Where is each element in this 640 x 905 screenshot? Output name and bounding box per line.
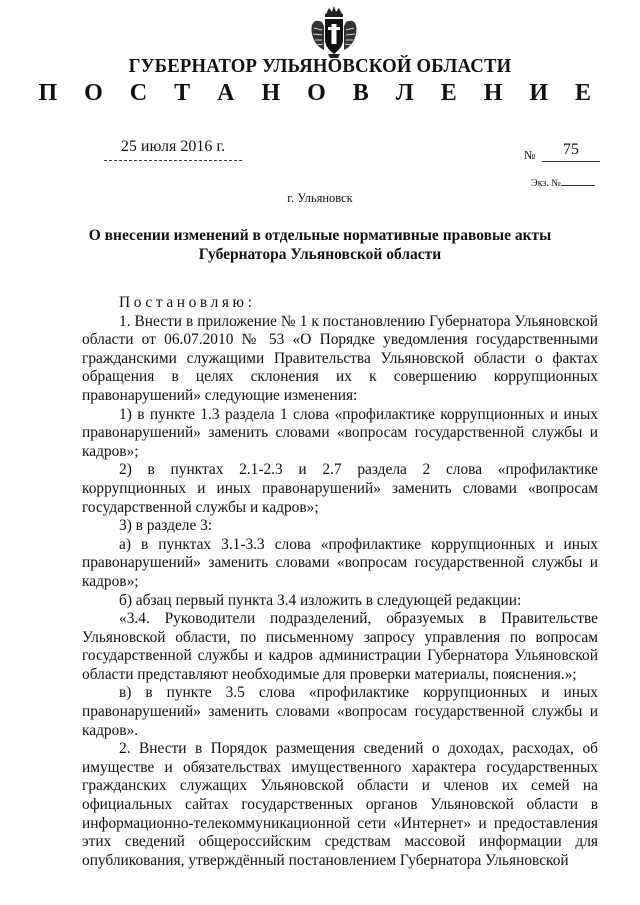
number-label: № (524, 148, 536, 162)
document-type: П О С Т А Н О В Л Е Н И Е (38, 80, 602, 106)
paragraph-1: 1. Внести в приложение № 1 к постановлению Губернатора Ульяновской области от 06.07.2010 № 53 «О Порядке уведомления государственными гражданскими служащими Правительства Ульяновской области о фактах обращения в целях склонения их к совершению коррупционных правонарушений» следующие изменения: (82, 312, 598, 404)
paragraph-3-4-text: «3.4. Руководители подразделений, образуемых в Правительстве Ульяновской области, по письменному запросу управления по вопросам государственной службы и кадров администрации Губернатора Ульяновской области представляют необходимые для проверки материалы, пояснения.»; (82, 610, 598, 683)
paragraph-1-1: 1) в пункте 1.3 раздела 1 слова «профилактике коррупционных и иных правонарушений» заменить словами «вопросам государственной службы и кадров»; (82, 405, 598, 460)
paragraph-1-2: 2) в пунктах 2.1-2.3 и 2.7 раздела 2 слова «профилактике коррупционных и иных правонарушений» заменить словами «вопросам государственной службы и кадров»; (82, 461, 598, 516)
title-line-2: Губернатора Ульяновской области (198, 246, 442, 263)
coat-of-arms-icon (306, 4, 362, 60)
paragraph-resolution: Постановляю: (119, 294, 256, 311)
copy-number-line (561, 176, 595, 186)
document-date: 25 июля 2016 г. (104, 138, 242, 161)
paragraph-1-3-a: а) в пунктах 3.1-3.3 слова «профилактике коррупционных и иных правонарушений» заменить словами «вопросам государственной службы и кадров»; (82, 535, 598, 590)
paragraph-1-3-b: б) абзац первый пункта 3.4 изложить в следующей редакции: (119, 591, 522, 609)
document-number-block (524, 141, 602, 163)
paragraph-1-3: 3) в разделе 3: (119, 517, 213, 535)
copy-number-block (531, 176, 595, 189)
title-line-1: О внесении изменений в отдельные нормативные правовые акты (88, 227, 552, 244)
copy-label: Экз. № (531, 178, 561, 189)
paragraph-2: 2. Внести в Порядок размещения сведений о доходах, расходах, об имуществе и обязательствах имущественного характера государственных гражданских служащих Ульяновской области и членов их семей на официальных сайтах государственных органов Ульяновской области в информационно-телекоммуникационной сети «Интернет» и предоставления этих сведений общероссийским средствам массовой информации для опубликования, утверждённый постановлением Губернатора Ульяновской (82, 740, 598, 869)
city: г. Ульяновск (287, 191, 353, 205)
issuing-authority: ГУБЕРНАТОР УЛЬЯНОВСКОЙ ОБЛАСТИ (128, 56, 512, 77)
document-title (70, 226, 570, 264)
paragraph-1-3-v: в) в пункте 3.5 слова «профилактике коррупционных и иных правонарушений» заменить словами «вопросам государственной службы и кадров». (82, 684, 598, 739)
document-body (82, 294, 598, 870)
document-number: 75 (542, 141, 600, 162)
